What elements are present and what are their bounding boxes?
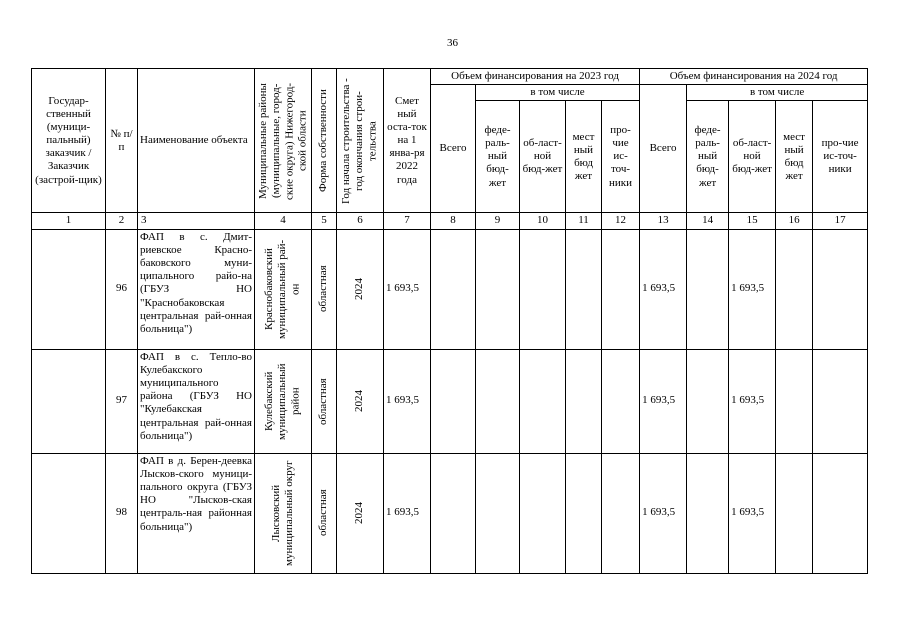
header-other-2023: про-чие ис-точ-ники — [602, 101, 640, 213]
header-local-2024: мест ный бюд жет — [776, 101, 813, 213]
column-number: 11 — [566, 213, 602, 229]
other-2024-cell — [813, 453, 868, 573]
total-2023-cell — [431, 349, 476, 453]
column-number: 14 — [687, 213, 729, 229]
year-text: 2024 — [353, 390, 366, 413]
local-2024-cell — [776, 349, 813, 453]
federal-2024-cell — [687, 349, 729, 453]
regional-2024-cell: 1 693,5 — [729, 229, 776, 349]
header-including-2023: в том числе — [476, 85, 640, 101]
header-federal-2023: феде-раль-ный бюд-жет — [476, 101, 520, 213]
other-2023-cell — [602, 349, 640, 453]
header-regional-2023: об-ласт-ной бюд-жет — [520, 101, 566, 213]
total-2024-cell: 1 693,5 — [640, 229, 687, 349]
header-remainder: Смет ный оста-ток на 1 янва-ря 2022 года — [384, 69, 431, 213]
ownership-cell — [312, 453, 337, 573]
header-customer: Государ-ственный (муници-пальный) заказчик / Заказчик (застрой-щик) — [32, 69, 106, 213]
year-cell — [337, 349, 384, 453]
column-number: 13 — [640, 213, 687, 229]
total-2024-cell: 1 693,5 — [640, 349, 687, 453]
district-text: Краснобаковский муниципальный рай-он — [263, 239, 302, 339]
year-cell — [337, 229, 384, 349]
district-cell — [255, 349, 312, 453]
remainder-cell: 1 693,5 — [384, 453, 431, 573]
ownership-cell — [312, 349, 337, 453]
ownership-text: областная — [317, 489, 330, 537]
district-cell — [255, 453, 312, 573]
customer-cell — [32, 453, 106, 573]
header-federal-2024: феде-раль-ный бюд-жет — [687, 101, 729, 213]
other-2023-cell — [602, 229, 640, 349]
header-local-2023: мест ный бюд жет — [566, 101, 602, 213]
other-2023-cell — [602, 453, 640, 573]
column-number: 7 — [384, 213, 431, 229]
column-number-row — [32, 213, 868, 229]
header-regional-2024: об-ласт-ной бюд-жет — [729, 101, 776, 213]
row-num: 98 — [106, 453, 138, 573]
table-row — [32, 229, 868, 349]
header-districts — [255, 69, 312, 213]
column-number: 1 — [32, 213, 106, 229]
column-number: 16 — [776, 213, 813, 229]
header-years-text: Год начала строительства - год окончания строи-тельства — [340, 77, 379, 204]
remainder-cell: 1 693,5 — [384, 229, 431, 349]
remainder-cell: 1 693,5 — [384, 349, 431, 453]
column-number: 5 — [312, 213, 337, 229]
regional-2023-cell — [520, 349, 566, 453]
year-cell — [337, 453, 384, 573]
header-districts-text: Муниципальные районы (муниципальные, город-ские округа) Нижегород-ской области — [257, 82, 309, 200]
header-fin2023: Объем финансирования на 2023 год — [431, 69, 640, 85]
regional-2023-cell — [520, 453, 566, 573]
regional-2024-cell: 1 693,5 — [729, 453, 776, 573]
financing-table — [31, 68, 868, 574]
table-row — [32, 453, 868, 573]
district-text: Лысковский муниципальный округ — [269, 460, 295, 566]
federal-2023-cell — [476, 453, 520, 573]
ownership-text: областная — [317, 265, 330, 313]
table-row — [32, 349, 868, 453]
ownership-text: областная — [317, 377, 330, 425]
total-2023-cell — [431, 453, 476, 573]
column-number: 12 — [602, 213, 640, 229]
header-row-1 — [32, 69, 868, 85]
year-text: 2024 — [353, 502, 366, 525]
local-2023-cell — [566, 349, 602, 453]
other-2024-cell — [813, 349, 868, 453]
column-number: 9 — [476, 213, 520, 229]
total-2023-cell — [431, 229, 476, 349]
object-name: ФАП в д. Берен-деевка Лысков-ского муници-пального округа (ГБУЗ НО "Лысков-ская централь-ная районная больница") — [138, 453, 255, 573]
customer-cell — [32, 229, 106, 349]
header-fin2024: Объем финансирования на 2024 год — [640, 69, 868, 85]
local-2024-cell — [776, 453, 813, 573]
header-name: Наименование объекта — [138, 69, 255, 213]
other-2024-cell — [813, 229, 868, 349]
header-total-2024: Всего — [640, 85, 687, 213]
federal-2024-cell — [687, 229, 729, 349]
column-number: 8 — [431, 213, 476, 229]
district-cell — [255, 229, 312, 349]
federal-2024-cell — [687, 453, 729, 573]
header-total-2023: Всего — [431, 85, 476, 213]
column-number: 10 — [520, 213, 566, 229]
object-name: ФАП в с. Дмит-риевское Красно-баковского муни-ципального райо-на (ГБУЗ НО "Краснобаковская центральная рай-онная больница") — [138, 229, 255, 349]
local-2023-cell — [566, 229, 602, 349]
header-num: № п/п — [106, 69, 138, 213]
header-ownership-text: Форма собственности — [317, 89, 330, 193]
total-2024-cell: 1 693,5 — [640, 453, 687, 573]
federal-2023-cell — [476, 229, 520, 349]
column-number: 2 — [106, 213, 138, 229]
object-name: ФАП в с. Тепло-во Кулебакского муниципального района (ГБУЗ НО "Кулебакская центральная рай-онная больница") — [138, 349, 255, 453]
column-number: 3 — [138, 213, 255, 229]
column-number: 6 — [337, 213, 384, 229]
header-years — [337, 69, 384, 213]
district-text: Кулебакский муниципальный район — [263, 362, 302, 440]
column-number: 15 — [729, 213, 776, 229]
ownership-cell — [312, 229, 337, 349]
regional-2024-cell: 1 693,5 — [729, 349, 776, 453]
column-number: 4 — [255, 213, 312, 229]
header-including-2024: в том числе — [687, 85, 868, 101]
row-num: 97 — [106, 349, 138, 453]
federal-2023-cell — [476, 349, 520, 453]
local-2023-cell — [566, 453, 602, 573]
customer-cell — [32, 349, 106, 453]
year-text: 2024 — [353, 278, 366, 301]
regional-2023-cell — [520, 229, 566, 349]
page-number: 36 — [447, 37, 458, 49]
column-number: 17 — [813, 213, 868, 229]
row-num: 96 — [106, 229, 138, 349]
local-2024-cell — [776, 229, 813, 349]
header-other-2024: про-чие ис-точ-ники — [813, 101, 868, 213]
header-ownership — [312, 69, 337, 213]
